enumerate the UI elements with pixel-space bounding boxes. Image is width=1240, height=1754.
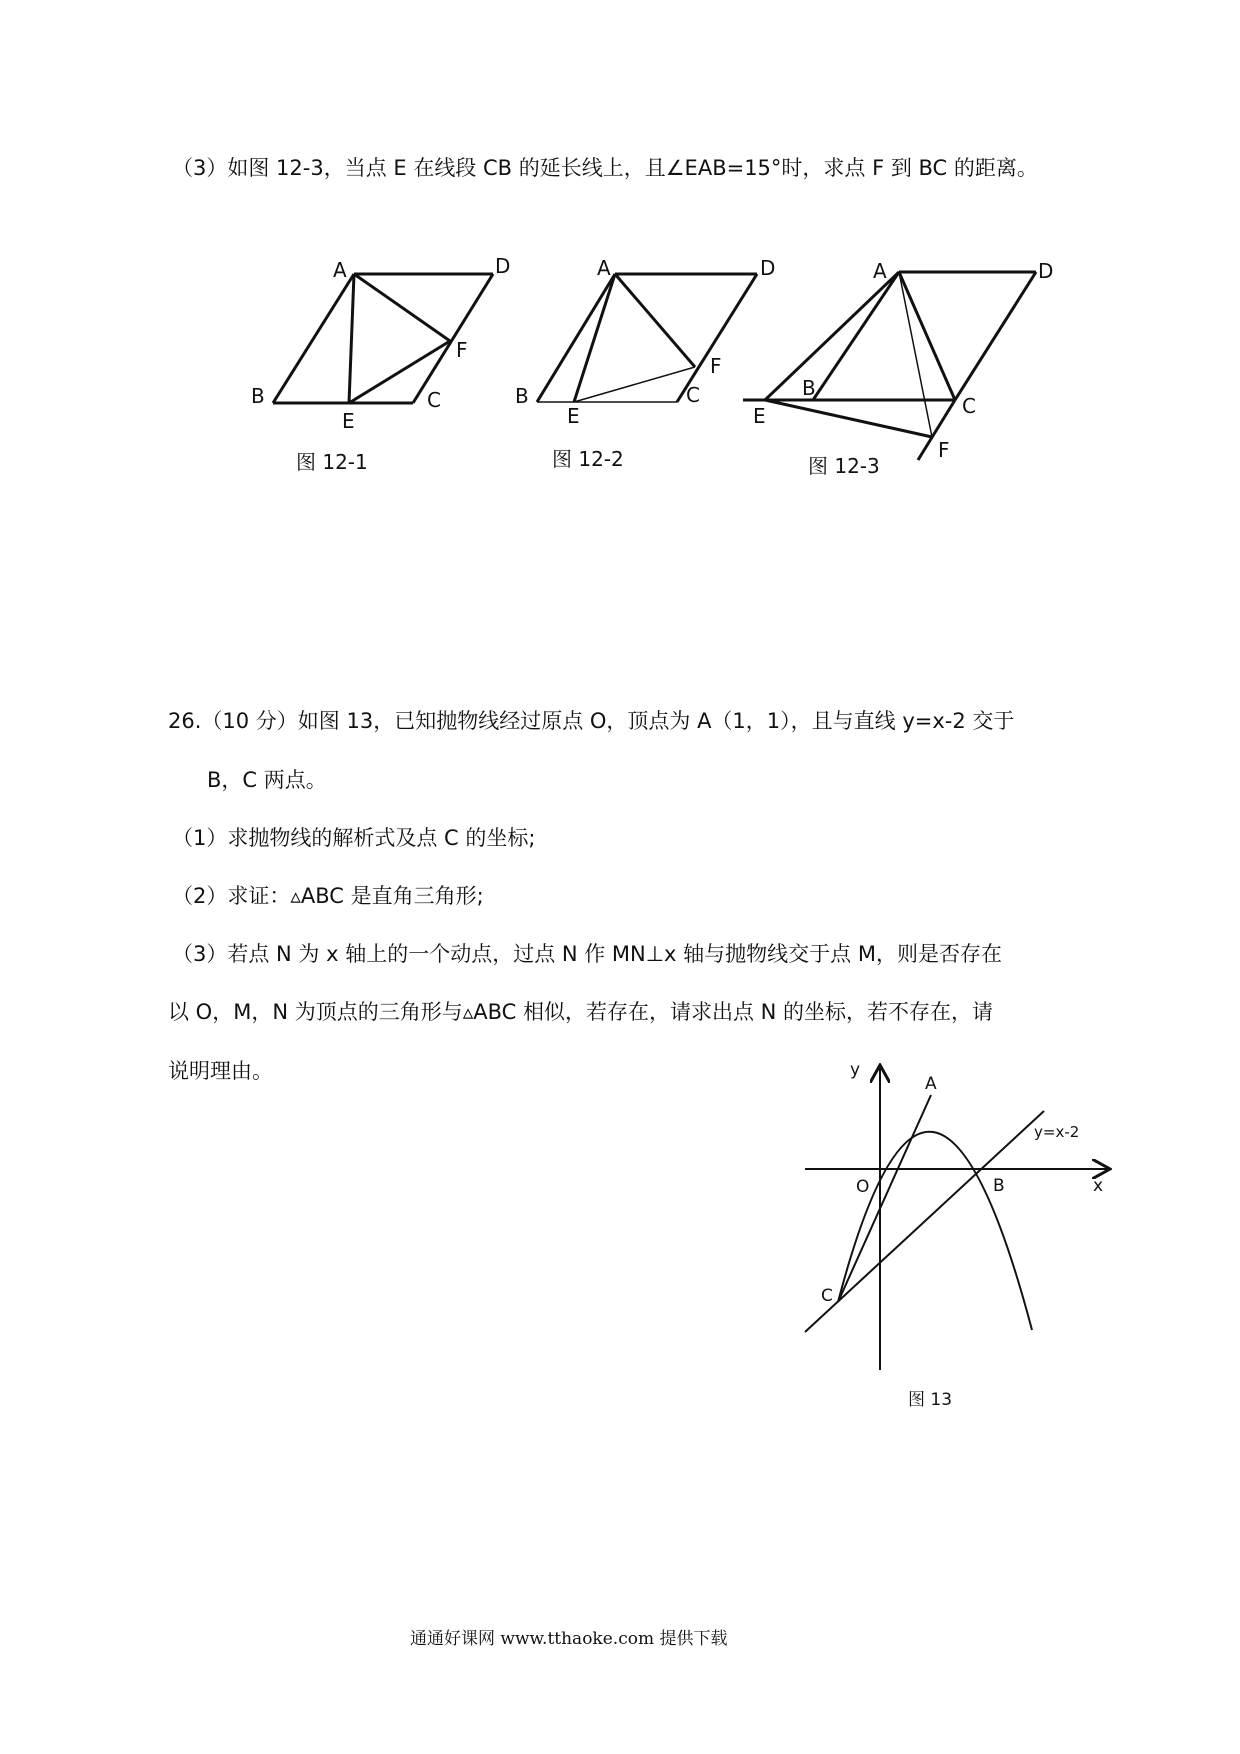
axis-x-label: x <box>1093 1176 1104 1196</box>
label-d: D <box>760 256 776 280</box>
label-b: B <box>251 384 265 408</box>
q26-part3-line2: 以 O，M，N 为顶点的三角形与▵ABC 相似，若存在，请求出点 N 的坐标，若不存在，请 <box>168 1000 994 1024</box>
figure-12-3 <box>740 250 1070 470</box>
label-d: D <box>1038 259 1054 283</box>
q26-part2: （2）求证：▵ABC 是直角三角形; <box>172 884 484 908</box>
caption-13: 图 13 <box>908 1390 953 1410</box>
point-label-o: O <box>856 1177 870 1197</box>
caption-12-3: 图 12-3 <box>808 454 880 478</box>
figure-13 <box>800 1055 1120 1380</box>
point-label-b: B <box>993 1176 1005 1196</box>
q26-part3-line3: 说明理由。 <box>168 1059 273 1083</box>
q26-part1: （1）求抛物线的解析式及点 C 的坐标; <box>172 826 536 850</box>
label-c: C <box>427 388 441 412</box>
caption-12-2: 图 12-2 <box>552 447 624 471</box>
label-f: F <box>456 338 468 362</box>
figure-12-1 <box>240 245 530 445</box>
label-c: C <box>962 394 976 418</box>
line-equation-label: y=x-2 <box>1034 1123 1080 1141</box>
q25-part3: （3）如图 12-3，当点 E 在线段 CB 的延长线上，且∠EAB=15°时，求点 F 到 BC 的距离。 <box>172 156 1038 180</box>
caption-12-1: 图 12-1 <box>296 450 368 474</box>
label-c: C <box>686 383 700 407</box>
label-a: A <box>873 259 887 283</box>
label-a: A <box>597 256 611 280</box>
point-label-a: A <box>925 1074 937 1094</box>
point-label-c: C <box>821 1286 833 1306</box>
label-e: E <box>567 404 580 428</box>
label-b: B <box>802 376 816 400</box>
axis-y-label: y <box>850 1060 861 1080</box>
label-e: E <box>342 409 355 433</box>
label-e: E <box>753 404 766 428</box>
q26-stem-line2: B，C 两点。 <box>207 768 327 792</box>
q26-part3-line1: （3）若点 N 为 x 轴上的一个动点，过点 N 作 MN⊥x 轴与抛物线交于点 M，则是否存在 <box>172 942 1002 966</box>
label-f: F <box>710 354 722 378</box>
label-b: B <box>515 384 529 408</box>
label-d: D <box>495 254 511 278</box>
label-a: A <box>333 258 347 282</box>
label-f: F <box>938 438 950 462</box>
q26-stem-line1: 26.（10 分）如图 13，已知抛物线经过原点 O，顶点为 A（1，1），且与直线 y=x-2 交于 <box>168 709 1015 733</box>
footer-source: 通通好课网 www.tthaoke.com 提供下载 <box>410 1629 728 1649</box>
